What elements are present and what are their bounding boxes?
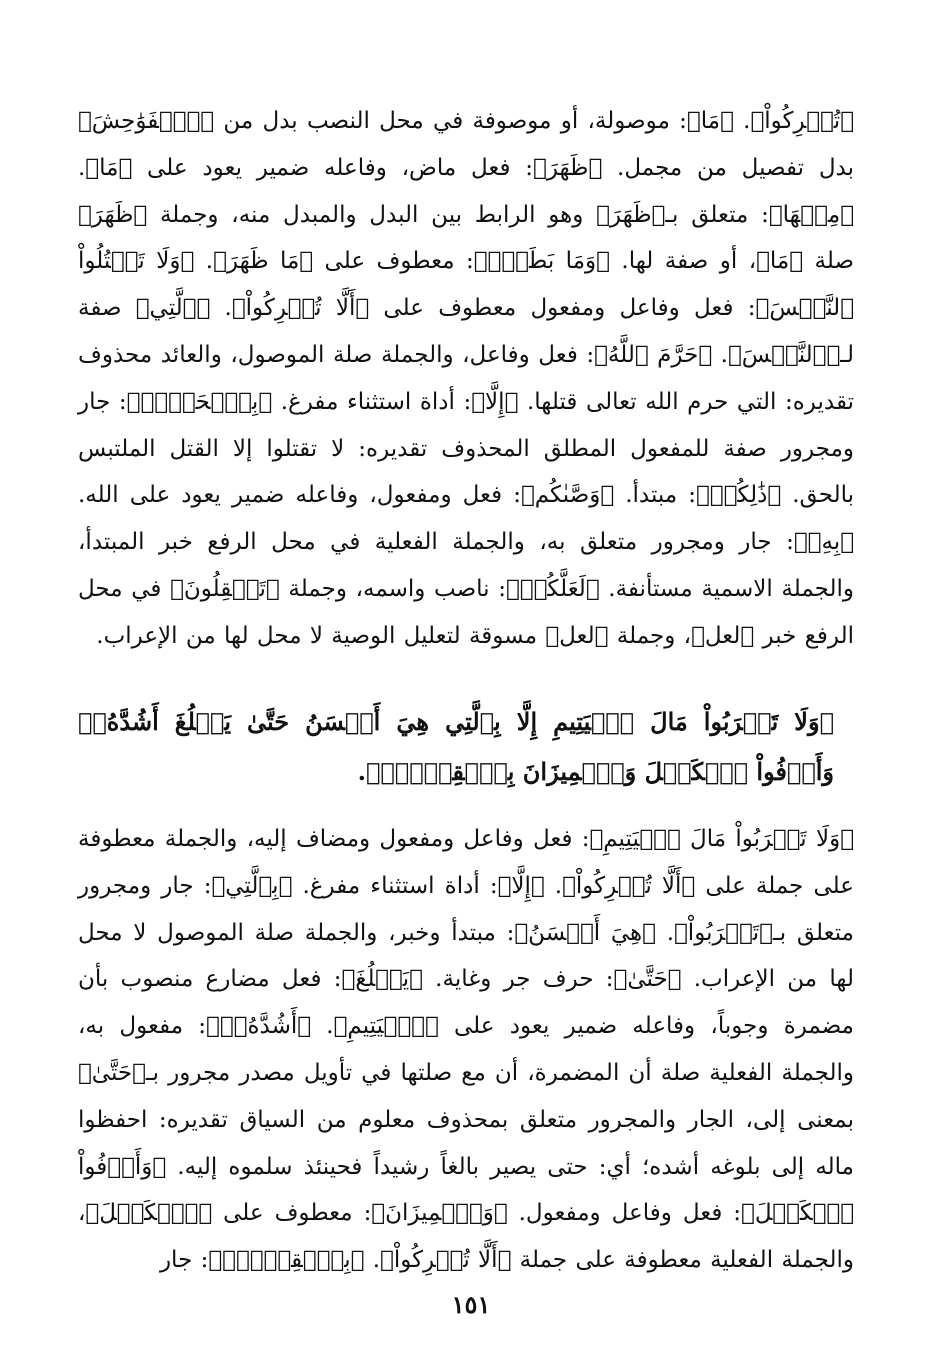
- page-number: ١٥١: [451, 1290, 491, 1319]
- commentary-paragraph-1: [78, 98, 854, 660]
- paragraph-text: ﴿تُشۡرِكُواْ﴾. ﴿مَا﴾: موصولة، أو موصوفة في محل النصب بدل من ﴿ٱلۡفَوَٰحِشَ﴾ بدل تفصيل من مجمل. ﴿ظَهَرَ﴾: فعل ماض، وفاعله ضمير يعود على ﴿مَا﴾. ﴿مِنۡهَا﴾: متعلق بـ﴿ظَهَرَ﴾ وهو الرابط بين البدل والمبدل منه، وجملة ﴿ظَهَرَ﴾ صلة ﴿مَا﴾، أو صفة لها. ﴿وَمَا بَطَنَۖ﴾: معطوف على ﴿مَا ظَهَرَ﴾. ﴿وَلَا تَقۡتُلُواْ ٱلنَّفۡسَ﴾: فعل وفاعل ومفعول معطوف على ﴿أَلَّا تُشۡرِكُواْ﴾. ﴿ٱلَّتِي﴾ صفة لـ﴿ٱلنَّفۡسَ﴾. ﴿حَرَّمَ ٱللَّهُ﴾: فعل وفاعل، والجملة صلة الموصول، والعائد محذوف تقديره: التي حرم الله تعالى قتلها. ﴿إِلَّا﴾: أداة استثناء مفرغ. ﴿بِٱلۡحَقِّۚ﴾: جار ومجرور صفة للمفعول المطلق المحذوف تقديره: لا تقتلوا إلا القتل الملتبس بالحق. ﴿ذَٰلِكُمۡ﴾: مبتدأ. ﴿وَصَّىٰكُم﴾: فعل ومفعول، وفاعله ضمير يعود على الله. ﴿بِهِۦ﴾: جار ومجرور متعلق به، والجملة الفعلية في محل الرفع خبر المبتدأ، والجملة الاسمية مستأنفة. ﴿لَعَلَّكُمۡ﴾: ناصب واسمه، وجملة ﴿تَعۡقِلُونَ﴾ في محل الرفع خبر ﴿لعل﴾، وجملة ﴿لعل﴾ مسوقة لتعليل الوصية لا محل لها من الإعراب.: [78, 108, 854, 649]
- paragraph-text: ﴿وَلَا تَقۡرَبُواْ مَالَ ٱلۡيَتِيمِ﴾: فعل وفاعل ومفعول ومضاف إليه، والجملة معطوفة على جملة على ﴿أَلَّا تُشۡرِكُواْ﴾. ﴿إِلَّا﴾: أداة استثناء مفرغ. ﴿بِٱلَّتِي﴾: جار ومجرور متعلق بـ﴿تَقۡرَبُواْ﴾. ﴿هِيَ أَحۡسَنُ﴾: مبتدأ وخبر، والجملة صلة الموصول لا محل لها من الإعراب. ﴿حَتَّىٰ﴾: حرف جر وغاية. ﴿يَبۡلُغَ﴾: فعل مضارع منصوب بأن مضمرة وجوباً، وفاعله ضمير يعود على ﴿ٱلۡيَتِيمِ﴾. ﴿أَشُدَّهُۥۚ﴾: مفعول به، والجملة الفعلية صلة أن المضمرة، أن مع صلتها في تأويل مصدر مجرور بـ﴿حَتَّىٰ﴾ بمعنى إلى، الجار والمجرور متعلق بمحذوف معلوم من السياق تقديره: احفظوا ماله إلى بلوغه أشده؛ أي: حتى يصير بالغاً رشيداً فحينئذ سلموه إليه. ﴿وَأَوۡفُواْ ٱلۡكَيۡلَ﴾: فعل وفاعل ومفعول. ﴿وَٱلۡمِيزَانَ﴾: معطوف على ﴿ٱلۡكَيۡلَ﴾، والجملة الفعلية معطوفة على جملة ﴿أَلَّا تُشۡرِكُواْ﴾. ﴿بِٱلۡقِسۡطِۖ﴾: جار: [78, 826, 854, 1274]
- quran-verse: [78, 697, 854, 797]
- commentary-paragraph-2: [78, 816, 854, 1284]
- verse-text: ﴿وَلَا تَقۡرَبُواْ مَالَ ٱلۡيَتِيمِ إِلَّا بِٱلَّتِي هِيَ أَحۡسَنُ حَتَّىٰ يَبۡلُغَ أَشُدَّهُۥۚ وَأَوۡفُواْ ٱلۡكَيۡلَ وَٱلۡمِيزَانَ بِٱلۡقِسۡطِۖ﴾.: [78, 707, 834, 786]
